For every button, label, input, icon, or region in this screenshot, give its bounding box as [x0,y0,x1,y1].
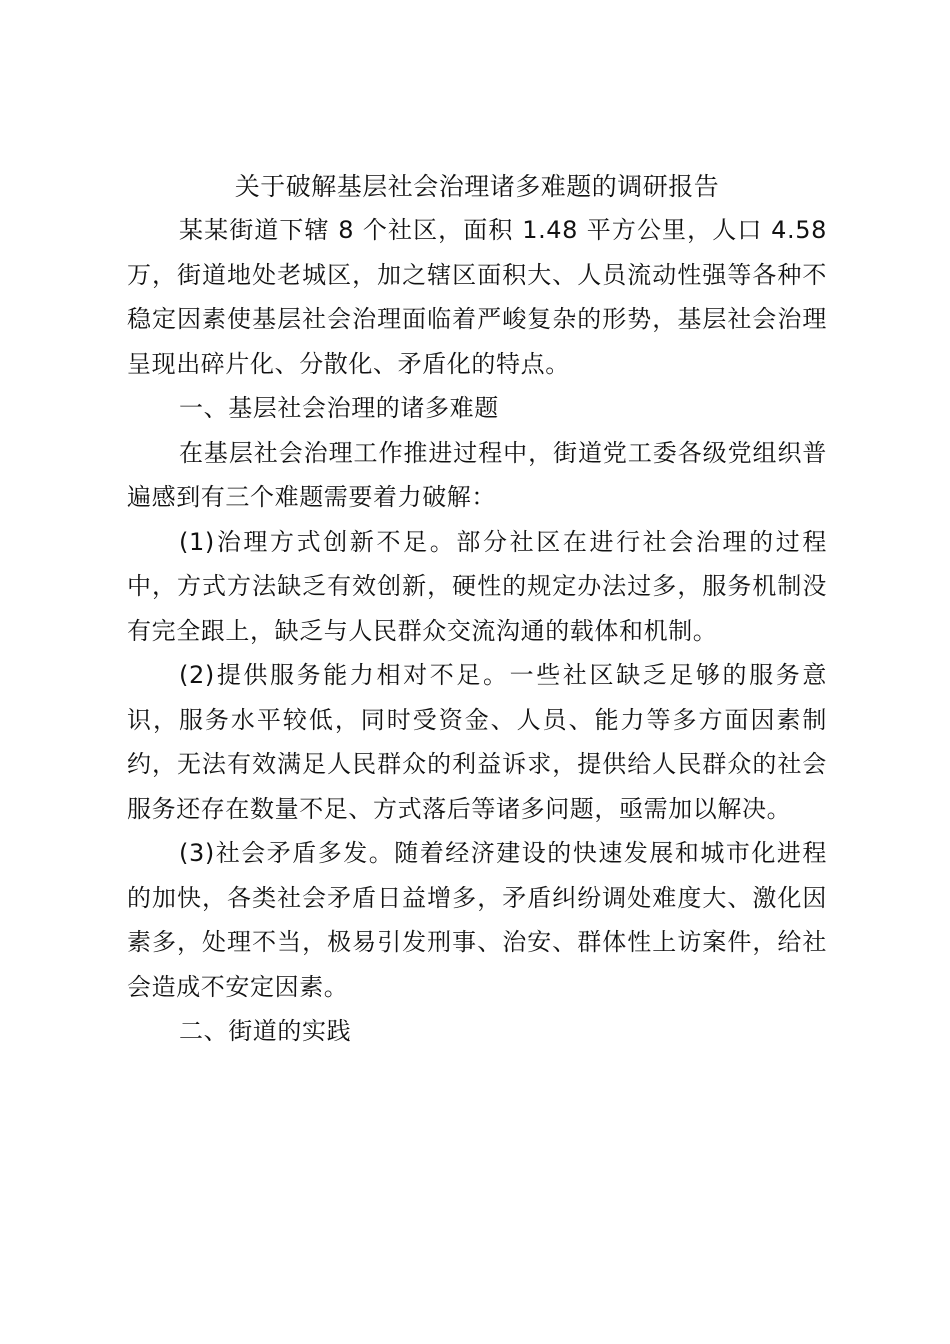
section-heading-2: 二、街道的实践 [179,1017,352,1045]
intro-paragraph: 某某街道下辖 8 个社区，面积 1.48 平方公里，人口 4.58 万，街道地处老城区，加之辖区面积大、人员流动性强等各种不稳定因素使基层社会治理面临着严峻复杂的形势，基层社会治理呈现出碎片化、分散化、矛盾化的特点。 [127,216,827,378]
section-heading-1: 一、基层社会治理的诸多难题 [179,394,499,422]
problem-3-paragraph: (3)社会矛盾多发。随着经济建设的快速发展和城市化进程的加快，各类社会矛盾日益增多，矛盾纠纷调处难度大、激化因素多，处理不当，极易引发刑事、治安、群体性上访案件，给社会造成不安定因素。 [127,839,827,1001]
problem-2-paragraph: (2)提供服务能力相对不足。一些社区缺乏足够的服务意识，服务水平较低，同时受资金、人员、能力等多方面因素制约，无法有效满足人民群众的利益诉求，提供给人民群众的社会服务还存在数量不足、方式落后等诸多问题，亟需加以解决。 [127,661,827,823]
document-title: 关于破解基层社会治理诸多难题的调研报告 [234,172,720,201]
document-page [127,172,827,1054]
problem-1-paragraph: (1)治理方式创新不足。部分社区在进行社会治理的过程中，方式方法缺乏有效创新，硬性的规定办法过多，服务机制没有完全跟上，缺乏与人民群众交流沟通的载体和机制。 [127,527,827,645]
section-1-intro-paragraph: 在基层社会治理工作推进过程中，街道党工委各级党组织普遍感到有三个难题需要着力破解： [127,438,827,511]
